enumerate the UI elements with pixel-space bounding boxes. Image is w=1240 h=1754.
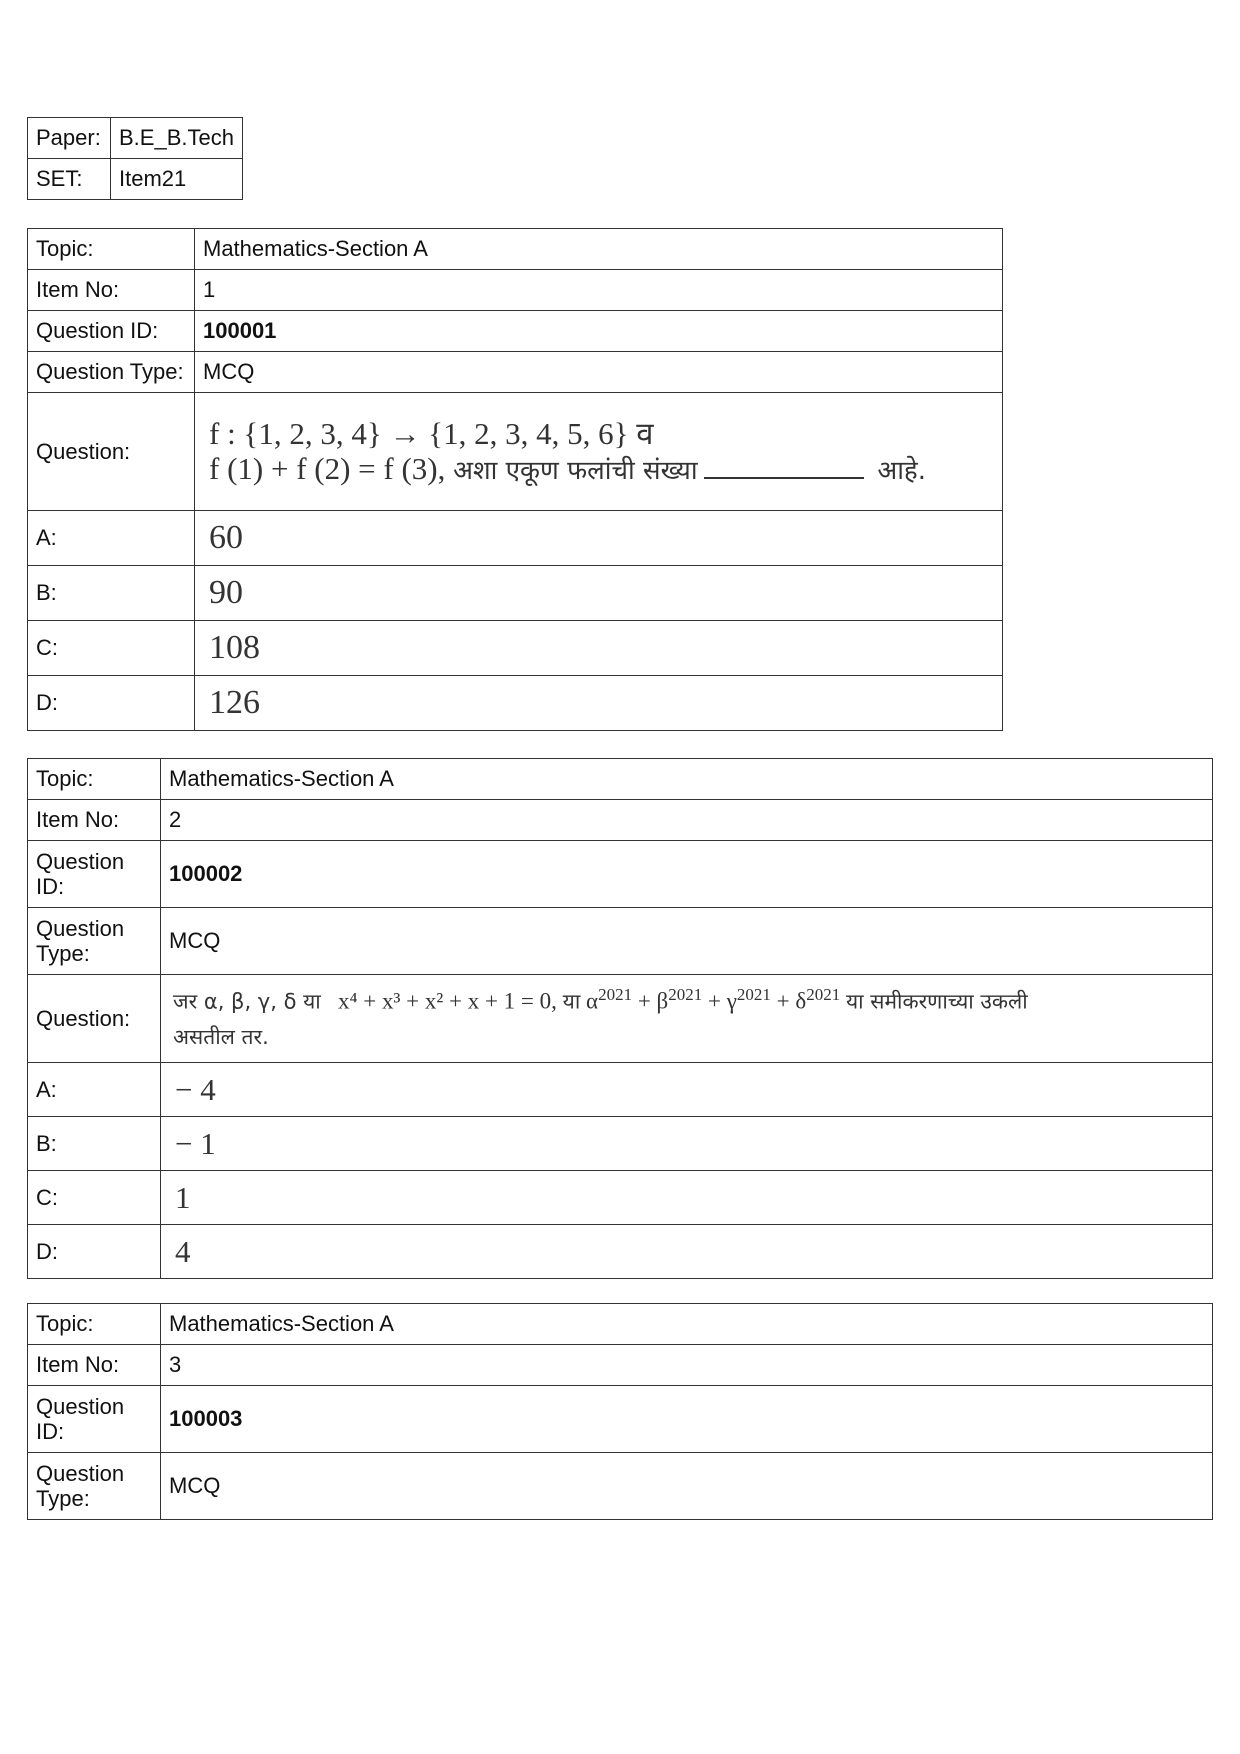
- option-a-value: 60: [195, 511, 1003, 566]
- exp-alpha: 2021: [598, 985, 633, 1005]
- exp-gamma: 2021: [736, 985, 771, 1005]
- question-type-label: Question Type:: [28, 352, 195, 393]
- option-b-value: − 1: [161, 1117, 1213, 1171]
- option-c-value: 108: [195, 621, 1003, 676]
- option-c-value: 1: [161, 1171, 1213, 1225]
- option-d-label: D:: [28, 1225, 161, 1279]
- item-no-value: 3: [161, 1345, 1213, 1386]
- topic-label: Topic:: [28, 229, 195, 270]
- label-line-2: ID:: [36, 1419, 65, 1444]
- question-type-value: MCQ: [195, 352, 1003, 393]
- question-type-value: MCQ: [161, 1453, 1213, 1520]
- sum-beta: + β: [637, 988, 669, 1014]
- option-d-label: D:: [28, 676, 195, 731]
- label-line-2: Type:: [36, 941, 90, 966]
- option-d-value: 126: [195, 676, 1003, 731]
- topic-value: Mathematics-Section A: [195, 229, 1003, 270]
- label-line-1: Question: [36, 1393, 125, 1419]
- option-a-label: A:: [28, 1063, 161, 1117]
- question-marathi-text: अशा एकूण फलांची संख्या: [453, 456, 698, 487]
- sum-delta: + δ: [776, 988, 807, 1014]
- option-b-label: B:: [28, 1117, 161, 1171]
- question-end-text: आहे.: [877, 456, 926, 487]
- item-no-label: Item No:: [28, 270, 195, 311]
- item-no-value: 1: [195, 270, 1003, 311]
- option-b-value: 90: [195, 566, 1003, 621]
- set-label: SET:: [28, 159, 111, 200]
- option-c-label: C:: [28, 1171, 161, 1225]
- label-line-1: Question: [36, 915, 125, 941]
- item-no-label: Item No:: [28, 800, 161, 841]
- answer-blank: [704, 477, 864, 479]
- option-a-value: − 4: [161, 1063, 1213, 1117]
- question-id-value: 100001: [195, 311, 1003, 352]
- item-no-label: Item No:: [28, 1345, 161, 1386]
- label-line-2: ID:: [36, 874, 65, 899]
- question-id-value: 100003: [161, 1386, 1213, 1453]
- paper-label: Paper:: [28, 118, 111, 159]
- question-polynomial: x⁴ + x³ + x² + x + 1 = 0,: [337, 988, 557, 1014]
- label-line-1: Question: [36, 1460, 125, 1486]
- option-c-label: C:: [28, 621, 195, 676]
- topic-label: Topic:: [28, 759, 161, 800]
- exp-beta: 2021: [668, 985, 703, 1005]
- question-label: Question:: [28, 393, 195, 511]
- question-text: [161, 975, 1213, 1063]
- question-1-table: [27, 228, 1003, 731]
- label-line-2: Type:: [36, 1486, 90, 1511]
- set-value: Item21: [111, 159, 243, 200]
- option-d-value: 4: [161, 1225, 1213, 1279]
- question-3-table: [27, 1303, 1213, 1520]
- question-part-1: जर α, β, γ, δ या: [173, 989, 321, 1014]
- sum-gamma: + γ: [708, 988, 737, 1014]
- question-id-value: 100002: [161, 841, 1213, 908]
- question-id-label: [28, 841, 161, 908]
- paper-info-table: [27, 117, 243, 200]
- question-type-value: MCQ: [161, 908, 1213, 975]
- question-line-1: f : {1, 2, 3, 4} → {1, 2, 3, 4, 5, 6} व: [209, 415, 654, 451]
- paper-value: B.E_B.Tech: [111, 118, 243, 159]
- sum-alpha: α: [586, 988, 599, 1014]
- question-type-label: [28, 1453, 161, 1520]
- question-math: f (1) + f (2) = f (3),: [209, 451, 446, 487]
- topic-label: Topic:: [28, 1304, 161, 1345]
- exp-delta: 2021: [806, 985, 841, 1005]
- question-id-label: Question ID:: [28, 311, 195, 352]
- question-part-2: या: [562, 989, 581, 1014]
- option-b-label: B:: [28, 566, 195, 621]
- question-id-label: [28, 1386, 161, 1453]
- topic-value: Mathematics-Section A: [161, 1304, 1213, 1345]
- label-line-1: Question: [36, 848, 125, 874]
- option-a-label: A:: [28, 511, 195, 566]
- question-2-table: [27, 758, 1213, 1279]
- item-no-value: 2: [161, 800, 1213, 841]
- question-type-label: [28, 908, 161, 975]
- question-text: [195, 393, 1003, 511]
- topic-value: Mathematics-Section A: [161, 759, 1213, 800]
- question-part-4: असतील तर.: [173, 1025, 269, 1050]
- question-line-2: [209, 451, 988, 487]
- question-label: Question:: [28, 975, 161, 1063]
- question-part-3: या समीकरणाच्या उकली: [845, 989, 1028, 1014]
